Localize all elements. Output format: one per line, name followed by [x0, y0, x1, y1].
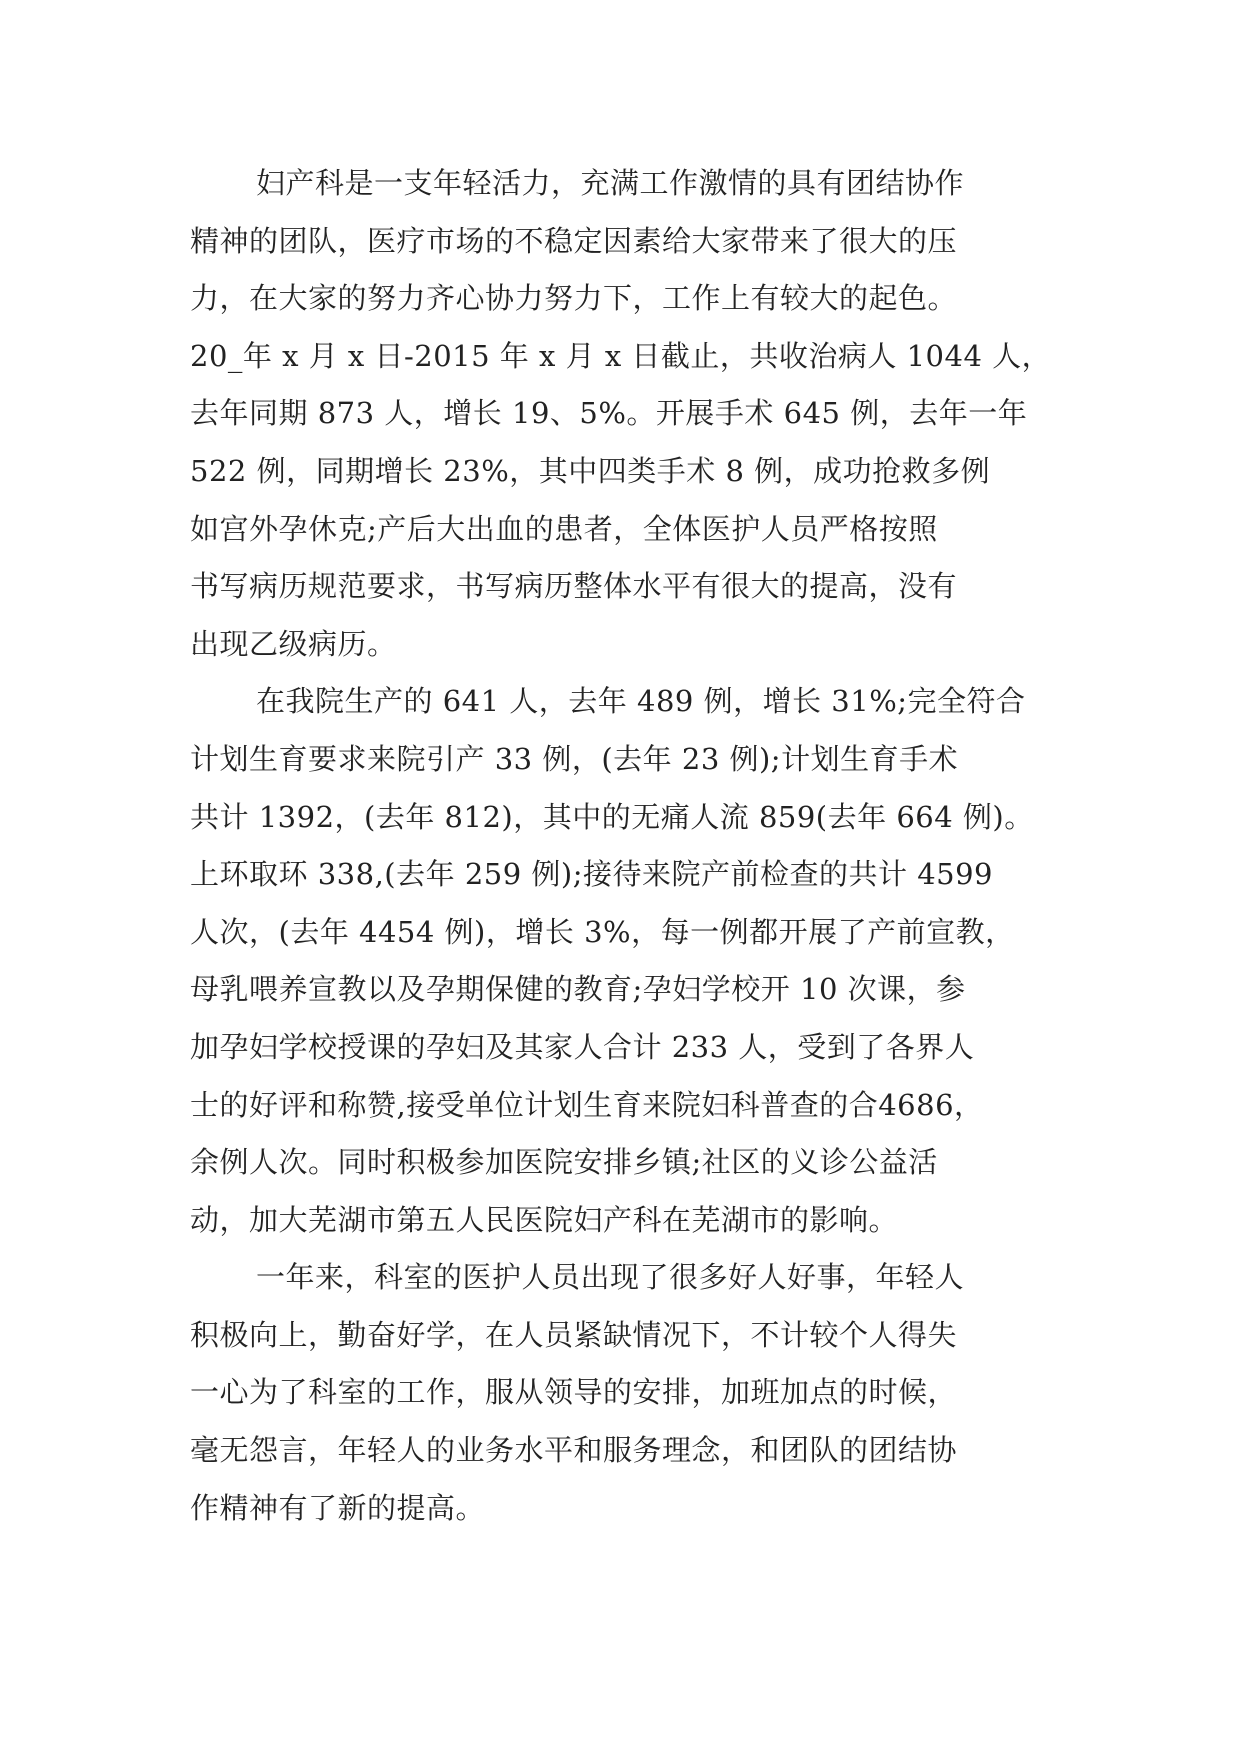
text-line: 计划生育要求来院引产 33 例，(去年 23 例);计划生育手术	[190, 741, 959, 776]
text-line: 去年同期 873 人，增长 19、5%。开展手术 645 例，去年一年	[190, 396, 1028, 431]
text-line: 士的好评和称赞,接受单位计划生育来院妇科普查的合4686，	[190, 1087, 984, 1122]
text-line: 动，加大芜湖市第五人民医院妇产科在芜湖市的影响。	[190, 1202, 899, 1237]
text-line: 母乳喂养宣教以及孕期保健的教育;孕妇学校开 10 次课，参	[190, 972, 966, 1007]
document-body	[190, 155, 1070, 1537]
text-line: 上环取环 338,(去年 259 例);接待来院产前检查的共计 4599	[190, 857, 993, 892]
text-line: 出现乙级病历。	[190, 626, 397, 661]
paragraph-department-overview	[190, 155, 1070, 673]
text-line: 余例人次。同时积极参加医院安排乡镇;社区的义诊公益活	[190, 1145, 938, 1180]
text-line: 书写病历规范要求，书写病历整体水平有很大的提高，没有	[190, 569, 958, 604]
text-line: 一心为了科室的工作，服从领导的安排，加班加点的时候，	[190, 1375, 958, 1410]
text-line: 毫无怨言，年轻人的业务水平和服务理念，和团队的团结协	[190, 1433, 958, 1468]
text-line: 如宫外孕休克;产后大出血的患者，全体医护人员严格按照	[190, 511, 938, 546]
text-line: 522 例，同期增长 23%，其中四类手术 8 例，成功抢救多例	[190, 453, 991, 488]
text-line: 作精神有了新的提高。	[190, 1490, 486, 1525]
text-line: 力，在大家的努力齐心协力努力下，工作上有较大的起色。	[190, 281, 958, 316]
text-line: 精神的团队，医疗市场的不稳定因素给大家带来了很大的压	[190, 223, 958, 258]
text-line: 积极向上，勤奋好学，在人员紧缺情况下，不计较个人得失	[190, 1317, 958, 1352]
paragraph-team-spirit	[190, 1249, 1070, 1537]
text-line: 在我院生产的 641 人，去年 489 例，增长 31%;完全符合	[256, 684, 1026, 719]
text-line: 共计 1392，(去年 812)，其中的无痛人流 859(去年 664 例)。	[190, 799, 1034, 834]
text-line: 20_年 x 月 x 日-2015 年 x 月 x 日截止，共收治病人 1044 人，	[190, 338, 1052, 373]
text-line: 一年来，科室的医护人员出现了很多好人好事，年轻人	[256, 1260, 965, 1295]
text-line: 妇产科是一支年轻活力，充满工作激情的具有团结协作	[256, 166, 965, 200]
text-line: 加孕妇学校授课的孕妇及其家人合计 233 人，受到了各界人	[190, 1029, 975, 1064]
paragraph-statistics	[190, 673, 1070, 1249]
text-line: 人次，(去年 4454 例)，增长 3%，每一例都开展了产前宣教，	[190, 914, 1015, 949]
